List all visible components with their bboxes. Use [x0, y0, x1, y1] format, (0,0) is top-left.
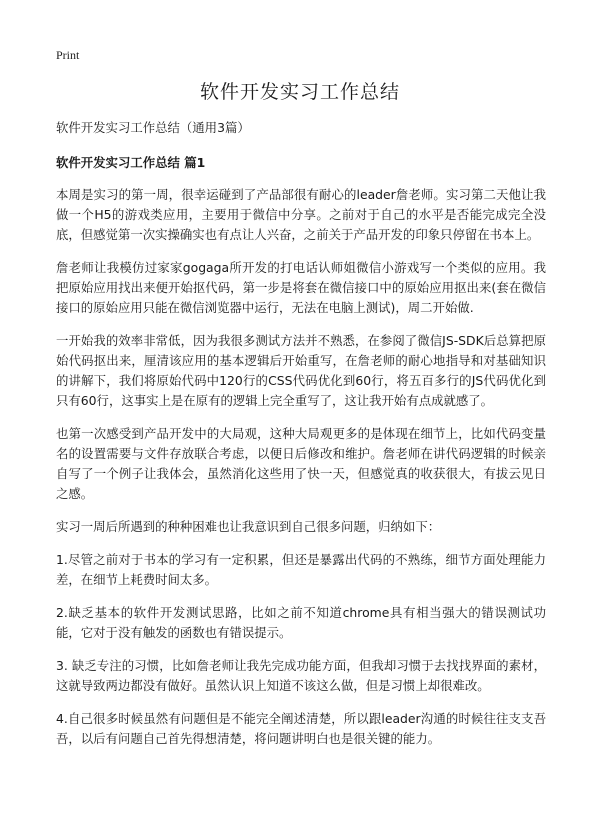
document-subtitle: 软件开发实习工作总结（通用3篇）	[56, 120, 250, 135]
document-body	[56, 118, 546, 762]
paragraph: 实习一周后所遇到的种种困难也让我意识到自己很多问题，归纳如下：	[56, 519, 441, 534]
document-title: 软件开发实习工作总结	[199, 81, 400, 103]
list-item: 3. 缺乏专注的习惯，比如詹老师让我先完成功能方面，但我却习惯于去找找界面的素材，这就导致两边都没有做好。虽然认识上知道不该这么做，但是习惯上却很难改。	[56, 658, 546, 693]
paragraph: 一开始我的效率非常低，因为我很多测试方法并不熟悉，在参阅了微信JS-SDK后总算把原始代码抠出来，厘清该应用的基本逻辑后开始重写，在詹老师的耐心地指导和对基础知识的讲解下，我们将原始代码中120行的CSS代码优化到60行，将五百多行的JS代码优化到只有60行，这事实上是在原有的逻辑上完全重写了，这让我开始有点成就感了。	[56, 333, 546, 408]
list-item: 4.自己很多时候虽然有问题但是不能完全阐述清楚，所以跟leader沟通的时候往往支支吾吾，以后有问题自己首先得想清楚，将问题讲明白也是很关键的能力。	[56, 711, 546, 746]
list-item: 2.缺乏基本的软件开发测试思路，比如之前不知道chrome具有相当强大的错误测试功能，它对于没有触发的函数也有错误提示。	[56, 605, 546, 640]
paragraph: 詹老师让我模仿过家家gogaga所开发的打电话认师姐微信小游戏写一个类似的应用。我把原始应用找出来便开始抠代码，第一步是将套在微信接口中的原始应用抠出来(套在微信接口的原始应用只能在微信浏览器中运行，无法在电脑上测试)，周二开始做.	[56, 260, 546, 315]
list-item: 1.尽管之前对于书本的学习有一定积累，但还是暴露出代码的不熟练，细节方面处理能力差，在细节上耗费时间太多。	[56, 552, 546, 587]
print-link[interactable]: Print	[56, 48, 80, 62]
section-heading: 软件开发实习工作总结 篇1	[56, 155, 206, 170]
paragraph: 本周是实习的第一周，很幸运碰到了产品部很有耐心的leader詹老师。实习第二天他让我做一个H5的游戏类应用，主要用于微信中分享。之前对于自己的水平是否能完成完全没底，但感觉第一次实操确实也有点让人兴奋，之前关于产品开发的印象只停留在书本上。	[56, 187, 546, 242]
paragraph: 也第一次感受到产品开发中的大局观，这种大局观更多的是体现在细节上，比如代码变量名的设置需要与文件存放联合考虑，以便日后修改和维护。詹老师在讲代码逻辑的时候亲自写了一个例子让我体会，虽然消化这些用了快一天，但感觉真的收获很大，有拔云见日之感。	[56, 426, 546, 501]
